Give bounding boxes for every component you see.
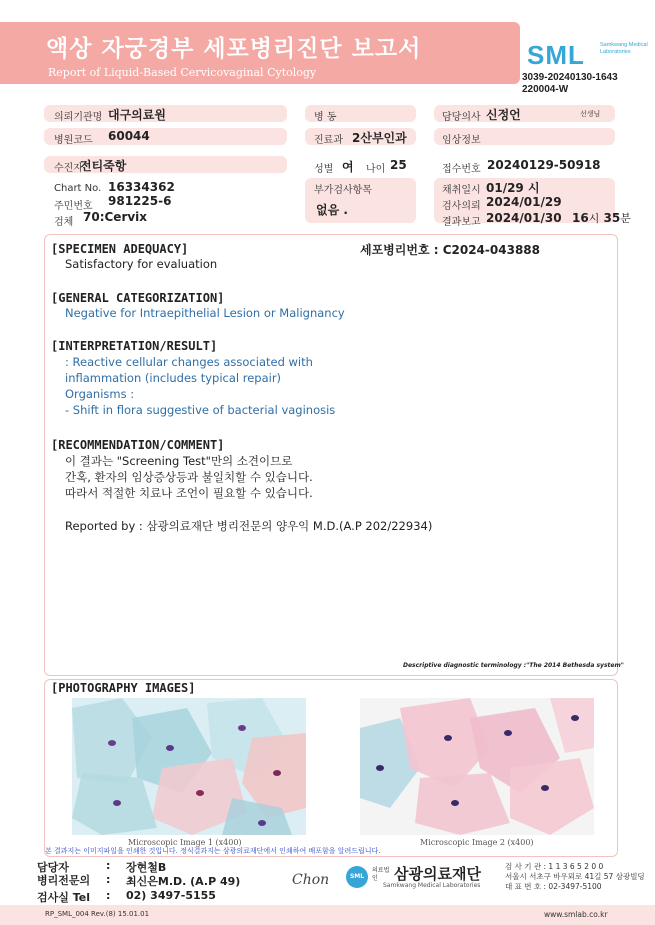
microscopic-image-2 — [360, 698, 594, 835]
pathologist-label: 병리전문의 — [37, 874, 91, 887]
collector-label: 수진자 — [54, 163, 83, 174]
sex-value: 여 — [342, 160, 354, 174]
reported-label: 결과보고 — [442, 217, 481, 228]
lab-tel-label: 검사실 Tel — [37, 891, 90, 904]
specimen-label: 검체 — [54, 217, 74, 228]
interpretation-line-2: inflammation (includes typical repair) — [65, 371, 282, 385]
address: 서울시 서초구 바우뫼로 41길 57 삼광빌딩 — [505, 872, 645, 881]
doctor-suffix: 선생님 — [580, 110, 601, 118]
hospital-code-value: 60044 — [108, 129, 150, 143]
receipt-label: 접수번호 — [442, 164, 481, 175]
sml-circle-logo: SML — [346, 866, 368, 888]
recommendation-line-1: 이 결과는 "Screening Test"만의 소견이므로 — [65, 454, 293, 468]
org-name-en: Samkwang Medical Laboratories — [383, 882, 481, 889]
resident-value: 981225-6 — [108, 194, 172, 208]
ward-label: 병 동 — [314, 112, 337, 123]
general-text: Negative for Intraepithelial Lesion or Malignancy — [65, 306, 345, 320]
requested-value: 2024/01/29 — [486, 195, 562, 209]
sex-label: 성별 — [314, 164, 334, 175]
pathologist-value: 최신은M.D. (A.P 49) — [126, 875, 241, 888]
manager-value: 장현철B — [126, 861, 167, 874]
interpretation-line-1: : Reactive cellular changes associated with — [65, 355, 313, 369]
reported-by: Reported by : 삼광의료재단 병리전문의 양우익 M.D.(A.P 202/22934) — [65, 519, 433, 533]
image-1-caption: Microscopic Image 1 (x400) — [128, 838, 242, 847]
extra-test-label: 부가검사항목 — [314, 185, 372, 196]
cyto-number: 세포병리번호 : C2024-043888 — [360, 243, 540, 257]
adequacy-text: Satisfactory for evaluation — [65, 257, 218, 271]
rep-tel: 대 표 번 호 : 02-3497-5100 — [505, 882, 602, 891]
extra-test-value: 없음 . — [316, 203, 348, 217]
interpretation-line-4: - Shift in flora suggestive of bacterial vaginosis — [65, 403, 336, 417]
institution-label: 의뢰기관명 — [54, 112, 103, 123]
org-contact — [505, 862, 645, 892]
lab-number: 검 사 기 관 : 1 1 3 6 5 2 0 0 — [505, 862, 604, 871]
collected-label: 채취일시 — [442, 185, 481, 196]
collector-value: 전티죽항 — [80, 159, 127, 173]
colon-2: : — [106, 873, 111, 886]
receipt-value: 20240129-50918 — [487, 158, 601, 172]
age-value: 25 — [390, 158, 407, 172]
specimen-value: 70:Cervix — [83, 210, 148, 224]
institution-value: 대구의료원 — [108, 108, 166, 122]
form-code: RP_SML_004 Rev.(8) 15.01.01 — [45, 910, 150, 918]
signature: Chon — [292, 872, 330, 888]
general-heading: [GENERAL CATEGORIZATION] — [51, 291, 225, 305]
report-subtitle: Report of Liquid-Based Cervicovaginal Cytology — [48, 66, 317, 79]
doctor-label: 담당의사 — [442, 112, 481, 123]
interpretation-heading: [INTERPRETATION/RESULT] — [51, 339, 218, 353]
colon-3: : — [106, 889, 111, 902]
website-link[interactable]: www.smlab.co.kr — [544, 910, 608, 919]
notice-text: 본 결과지는 이미지파일을 인쇄한 것입니다. 정식결과지는 삼광의료재단에서 인쇄하여 배포함을 알려드립니다. — [45, 847, 381, 855]
recommendation-heading: [RECOMMENDATION/COMMENT] — [51, 438, 225, 452]
org-name: 삼광의료재단 — [394, 865, 481, 883]
requested-label: 검사의뢰 — [442, 201, 481, 212]
reported-hour: 16시 35분 — [572, 211, 631, 225]
microscopic-image-1 — [72, 698, 306, 835]
recommendation-line-3: 따라서 적절한 치료나 조언이 필요할 수 있습니다. — [65, 486, 313, 500]
hospital-code-label: 병원코드 — [54, 135, 93, 146]
resident-label: 주민번호 — [54, 201, 93, 212]
image-2-caption: Microscopic Image 2 (x400) — [420, 838, 534, 847]
clinical-label: 임상정보 — [442, 135, 481, 146]
chart-value: 16334362 — [108, 180, 175, 194]
dept-value: 2산부인과 — [352, 131, 407, 145]
adequacy-heading: [SPECIMEN ADEQUACY] — [51, 242, 189, 256]
org-prefix: 의료법인 — [372, 867, 390, 882]
sml-logo-subtitle: Samkwang Medical Laboratories — [600, 42, 648, 55]
report-title: 액상 자궁경부 세포병리진단 보고서 — [46, 36, 422, 62]
collected-value: 01/29 시 — [486, 181, 540, 195]
age-label: 나이 — [366, 164, 386, 175]
doctor-value: 신정언 — [486, 108, 521, 122]
sml-logo: SML — [527, 40, 585, 70]
photo-heading: [PHOTOGRAPHY IMAGES] — [51, 681, 196, 695]
reported-value: 2024/01/30 — [486, 211, 562, 225]
interpretation-line-3: Organisms : — [65, 387, 135, 401]
recommendation-line-2: 간혹, 환자의 임상증상등과 불일치할 수 있습니다. — [65, 470, 313, 484]
manager-label: 담당자 — [37, 861, 69, 874]
lab-tel-value: 02) 3497-5155 — [126, 889, 216, 902]
request-number: 3039-20240130-1643 220004-W — [522, 72, 618, 95]
colon-1: : — [106, 859, 111, 872]
chart-label: Chart No. — [54, 183, 102, 194]
dept-label: 진료과 — [314, 135, 343, 146]
terminology-note: Descriptive diagnostic terminology :"The 2014 Bethesda system" — [403, 662, 624, 669]
